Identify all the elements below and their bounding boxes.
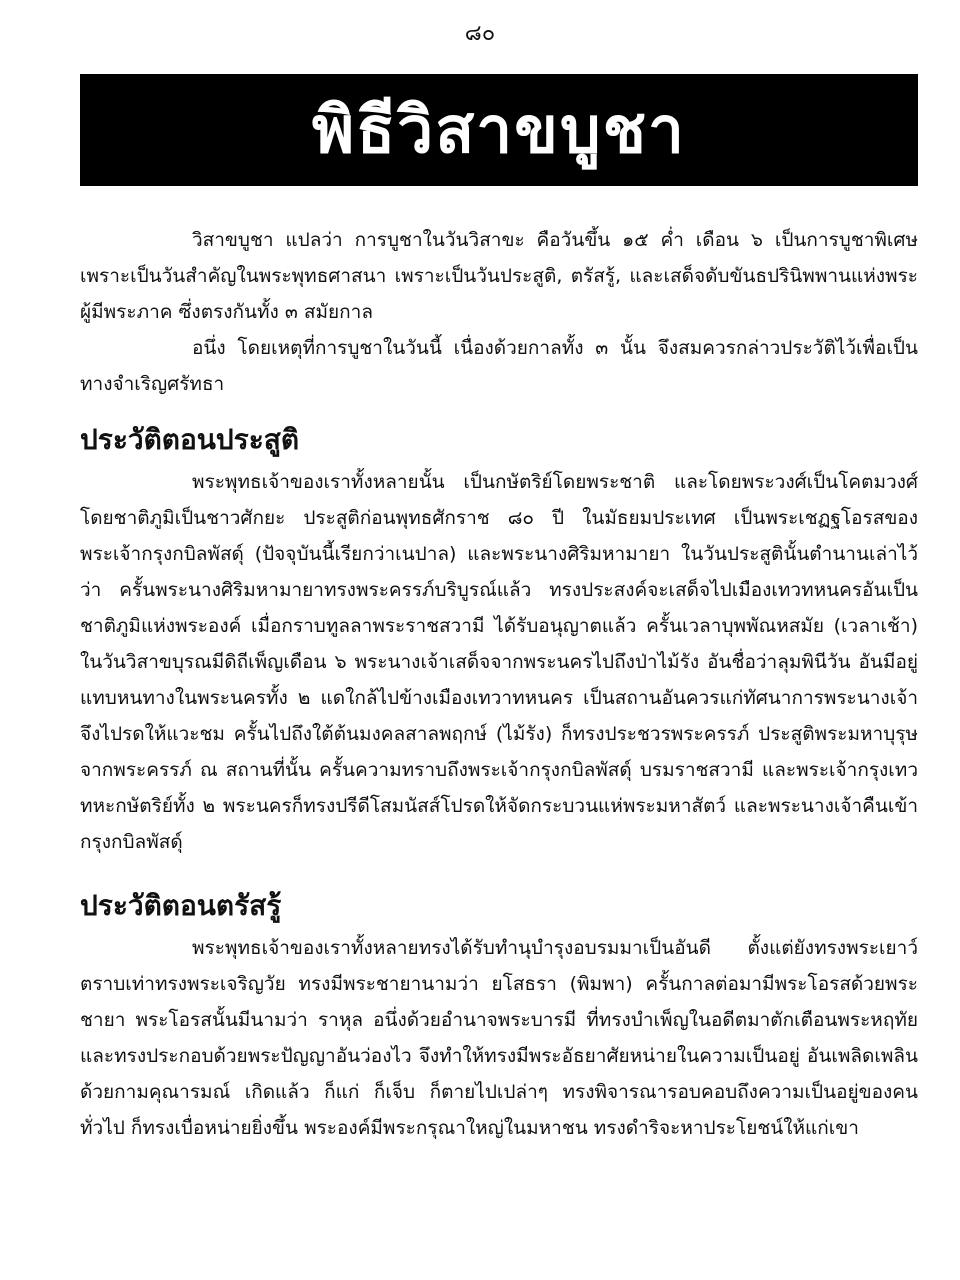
page-number: ๘๐ [464,21,496,46]
section-heading-enlightenment: ประวัติตอนตรัสรู้ [80,889,282,922]
document-body [80,222,918,1146]
section-heading-birth: ประวัติตอนประสูติ [80,423,300,456]
section-body-birth: พระพุทธเจ้าของเราทั้งหลายนั้น เป็นกษัตริย์โดยพระชาติ และโดยพระวงศ์เป็นโคตมวงศ์ โดยชาติภูมิเป็นชาวศักยะ ประสูติก่อนพุทธศักราช ๘๐ ปี ในมัธยมประเทศ เป็นพระเชฏฐโอรสของพระเจ้ากรุงกบิลพัสดุ์ (ปัจจุบันนี้เรียกว่าเนปาล) และพระนางศิริมหามายา ในวันประสูตินั้นตำนานเล่าไว้ว่า ครั้นพระนางศิริมหามายาทรงพระครรภ์บริบูรณ์แล้ว ทรงประสงค์จะเสด็จไปเมืองเทวทหนครอันเป็นชาติภูมิแห่งพระองค์ เมื่อกราบทูลลาพระราชสวามี ได้รับอนุญาตแล้ว ครั้นเวลาบุพพัณหสมัย (เวลาเช้า) ในวันวิสาขบุรณมีดิถีเพ็ญเดือน ๖ พระนางเจ้าเสด็จจากพระนครไปถึงป่าไม้รัง อันชื่อว่าลุมพินีวัน อันมีอยู่แทบหนทางในพระนครทั้ง ๒ แดใกล้ไปข้างเมืองเทวาทหนคร เป็นสถานอันควรแก่ทัศนาการพระนางเจ้าจึงไปรดให้แวะชม ครั้นไปถึงใต้ต้นมงคลสาลพฤกษ์ (ไม้รัง) ก็ทรงประชวรพระครรภ์ ประสูติพระมหาบุรุษจากพระครรภ์ ณ สถานที่นั้น ครั้นความทราบถึงพระเจ้ากรุงกบิลพัสดุ์ บรมราชสวามี และพระเจ้ากรุงเทวทหะกษัตริย์ทั้ง ๒ พระนครก็ทรงปรีดีโสมนัสส์โปรดให้จัดกระบวนแห่พระมหาสัตว์ และพระนางเจ้าคืนเข้ากรุงกบิลพัสดุ์ [80,471,918,853]
section-body-enlightenment: พระพุทธเจ้าของเราทั้งหลายทรงได้รับทำนุบำรุงอบรมมาเป็นอันดี ตั้งแต่ยังทรงพระเยาว์ตราบเท่าทรงพระเจริญวัย ทรงมีพระชายานามว่า ยโสธรา (พิมพา) ครั้นกาลต่อมามีพระโอรสด้วยพระชายา พระโอรสนั้นมีนามว่า ราหุล อนึ่งด้วยอำนาจพระบารมี ที่ทรงบำเพ็ญในอดีตมาตักเตือนพระหฤทัย และทรงประกอบด้วยพระปัญญาอันว่องไว จึงทำให้ทรงมีพระอัธยาศัยหน่ายในความเป็นอยู่ อันเพลิดเพลินด้วยกามคุณารมณ์ เกิดแล้ว ก็แก่ ก็เจ็บ ก็ตายไปเปล่าๆ ทรงพิจารณารอบคอบถึงความเป็นอยู่ของคนทั่วไป ก็ทรงเบื่อหน่ายยิ่งขึ้น พระองค์มีพระกรุณาใหญ่ในมหาชน ทรงดำริจะหาประโยชน์ให้แก่เขา [80,937,918,1139]
title-banner [80,74,918,186]
page-title: พิธีวิสาขบูชา [312,94,686,168]
intro-paragraph-2: อนึ่ง โดยเหตุที่การบูชาในวันนี้ เนื่องด้วยกาลทั้ง ๓ นั้น จึงสมควรกล่าวประวัติไว้เพื่อเป็นทางจำเริญศรัทธา [80,337,918,395]
intro-paragraph-1: วิสาขบูชา แปลว่า การบูชาในวันวิสาขะ คือวันขึ้น ๑๕ ค่ำ เดือน ๖ เป็นการบูชาพิเศษ เพราะเป็นวันสำคัญในพระพุทธศาสนา เพราะเป็นวันประสูติ, ตรัสรู้, และเสด็จดับขันธปรินิพพานแห่งพระผู้มีพระภาค ซึ่งตรงกันทั้ง ๓ สมัยกาล [80,229,918,323]
